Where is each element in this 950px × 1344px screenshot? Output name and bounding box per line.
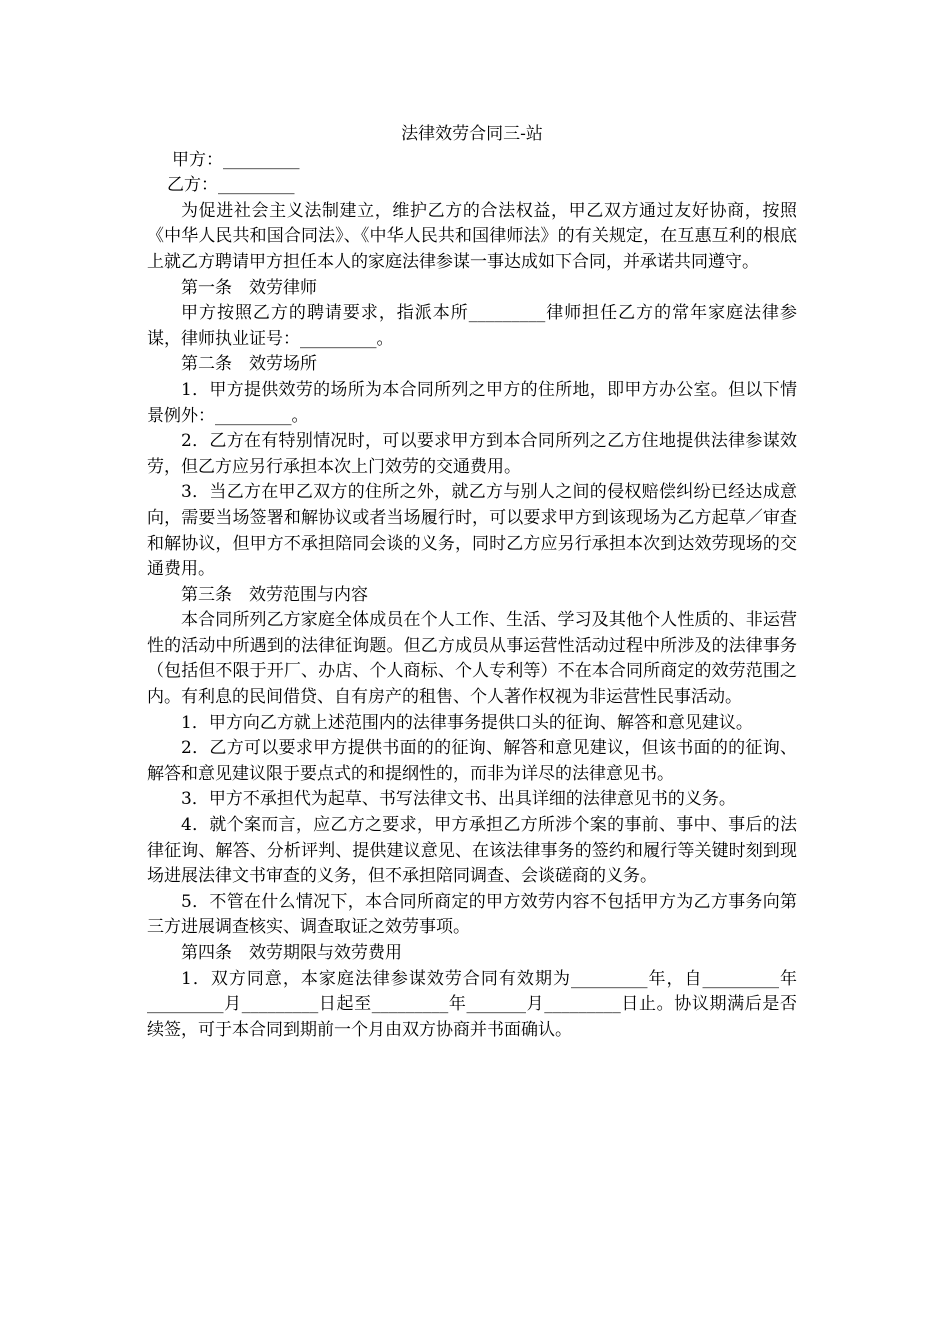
article-1-paragraph: 甲方按照乙方的聘请要求，指派本所_________律师担任乙方的常年家庭法律参谋，律师执业证号：_________。 bbox=[147, 303, 797, 349]
article-3-paragraph: 本合同所列乙方家庭全体成员在个人工作、生活、学习及其他个人性质的、非运营性的活动中所遇到的法律征询题。但乙方成员从事运营性活动过程中所涉及的法律事务（包括但不限于开厂、办店、个人商标、个人专利等）不在本合同所商定的效劳范围之内。有利息的民间借贷、自有房产的租售、个人著作权视为非运营性民事活动。 bbox=[147, 610, 797, 708]
article-3-clause-3: 3．甲方不承担代为起草、书写法律文书、出具详细的法律意见书的义务。 bbox=[181, 789, 736, 810]
document-body bbox=[147, 122, 797, 1043]
preamble-paragraph: 为促进社会主义法制建立，维护乙方的合法权益，甲乙双方通过友好协商，按照《中华人民共和国合同法》、《中华人民共和国律师法》的有关规定，在互惠互利的根底上就乙方聘请甲方担任本人的家庭法律参谋一事达成如下合同，并承诺共同遵守。 bbox=[147, 200, 797, 272]
party-a-line: 甲方：_________ bbox=[172, 149, 300, 170]
article-2-clause-3: 3．当乙方在甲乙双方的住所之外，就乙方与别人之间的侵权赔偿纠纷已经达成意向，需要当场签署和解协议或者当场履行时，可以要求甲方到该现场为乙方起草／审查和解协议，但甲方不承担陪同会谈的义务，同时乙方应另行承担本次到达效劳现场的交通费用。 bbox=[147, 482, 797, 580]
article-2-clause-1: 1．甲方提供效劳的场所为本合同所列之甲方的住所地，即甲方办公室。但以下情景例外：_________。 bbox=[147, 379, 797, 426]
article-3-clause-2: 2．乙方可以要求甲方提供书面的的征询、解答和意见建议，但该书面的的征询、解答和意见建议限于要点式的和提纲性的，而非为详尽的法律意见书。 bbox=[147, 738, 797, 784]
article-3-clause-5: 5．不管在什么情况下，本合同所商定的甲方效劳内容不包括甲方为乙方事务向第三方进展调查核实、调查取证之效劳事项。 bbox=[147, 891, 797, 938]
article-4-heading: 第四条 效劳期限与效劳费用 bbox=[181, 943, 402, 963]
article-3-clause-1: 1．甲方向乙方就上述范围内的法律事务提供口头的征询、解答和意见建议。 bbox=[181, 712, 753, 733]
article-4-clause-1: 1．双方同意，本家庭法律参谋效劳合同有效期为_________年，自_________年_________月_________日起至_________年_______月_________日止。协议期满后是否续签，可于本合同到期前一个月由双方协商并书面确认。 bbox=[147, 968, 797, 1040]
article-2-clause-2: 2．乙方在有特别情况时，可以要求甲方到本合同所列之乙方住地提供法律参谋效劳，但乙方应另行承担本次上门效劳的交通费用。 bbox=[147, 431, 797, 477]
article-2-heading: 第二条 效劳场所 bbox=[181, 354, 317, 375]
party-b-line: 乙方：_________ bbox=[167, 175, 295, 196]
document-title: 法律效劳合同三-站 bbox=[401, 124, 543, 144]
article-1-heading: 第一条 效劳律师 bbox=[181, 277, 317, 298]
article-3-heading: 第三条 效劳范围与内容 bbox=[181, 584, 368, 605]
article-3-clause-4: 4．就个案而言，应乙方之要求，甲方承担乙方所涉个案的事前、事中、事后的法律征询、解答、分析评判、提供建议意见、在该法律事务的签约和履行等关键时刻到现场进展法律文书审查的义务，但不承担陪同调查、会谈磋商的义务。 bbox=[147, 815, 797, 887]
